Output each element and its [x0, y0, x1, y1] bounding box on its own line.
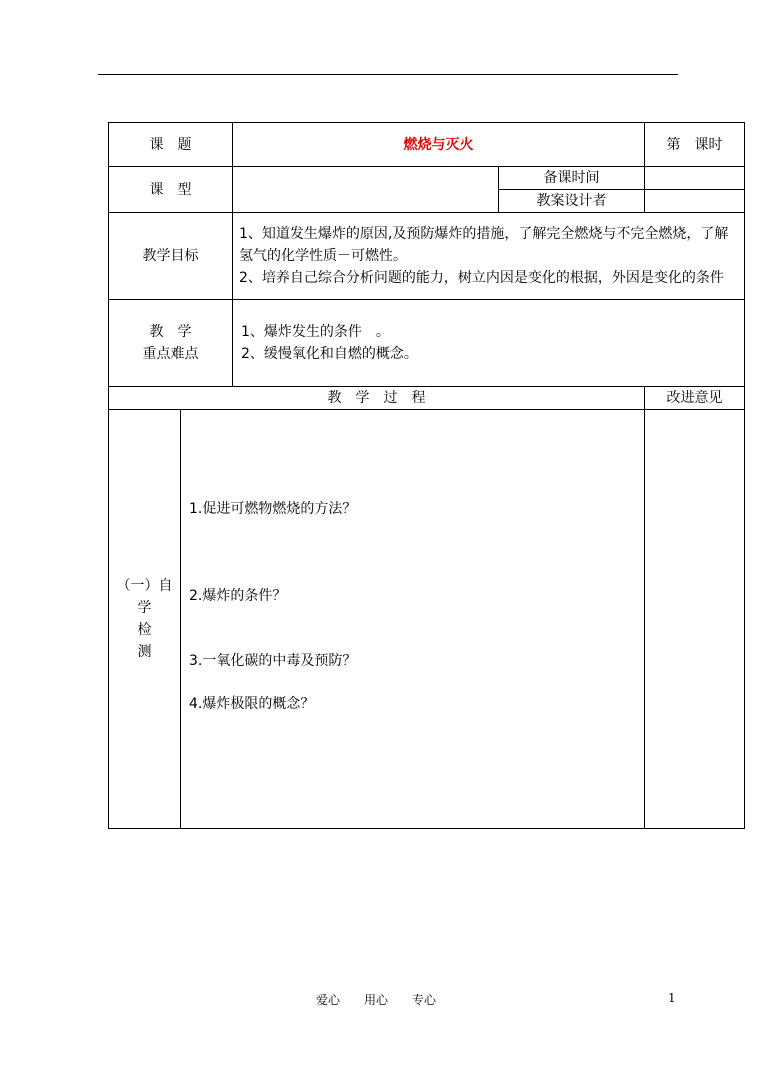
process-header: 教 学 过 程 — [109, 387, 645, 410]
lesson-title: 燃烧与灭火 — [233, 123, 645, 167]
row-key-points — [109, 300, 745, 387]
goals-label: 教学目标 — [109, 213, 233, 300]
footer-motto: 爱心 用心 专心 — [316, 993, 437, 1007]
question-2: 2.爆炸的条件？ — [189, 588, 287, 604]
page-number: 1 — [668, 991, 676, 1005]
key-item-1: 1、爆炸发生的条件 。 — [241, 324, 390, 340]
key-points-label — [109, 300, 233, 387]
lesson-plan-table — [108, 122, 745, 829]
period-label: 第 课时 — [645, 123, 745, 167]
row-type-1 — [109, 167, 745, 190]
prep-time-value — [645, 167, 745, 190]
question-3: 3.一氧化碳的中毒及预防？ — [189, 653, 357, 669]
key-label-line-2: 重点难点 — [142, 346, 199, 362]
row-process-header — [109, 387, 745, 410]
self-check-label-3: 检 — [137, 622, 152, 638]
goals-content — [233, 213, 745, 300]
self-check-content — [181, 410, 645, 829]
row-topic — [109, 123, 745, 167]
key-item-2: 2、缓慢氧化和自燃的概念。 — [241, 346, 418, 362]
key-points-content — [233, 300, 745, 387]
designer-value — [645, 190, 745, 213]
type-value — [233, 167, 499, 213]
improve-header: 改进意见 — [645, 387, 745, 410]
row-self-check — [109, 410, 745, 829]
goal-line-1: 1、知道发生爆炸的原因,及预防爆炸的措施，了解完全燃烧与不完全燃烧，了解氢气的化学性质－可燃性。 — [239, 226, 729, 264]
key-label-line-1: 教 学 — [149, 324, 192, 340]
type-label: 课 型 — [109, 167, 233, 213]
self-check-label-4: 测 — [137, 644, 152, 660]
topic-label: 课 题 — [109, 123, 233, 167]
row-goals — [109, 213, 745, 300]
designer-label: 教案设计者 — [499, 190, 645, 213]
prep-time-label: 备课时间 — [499, 167, 645, 190]
header-rule — [98, 74, 678, 75]
question-4: 4.爆炸极限的概念？ — [189, 696, 315, 712]
self-check-label — [109, 410, 181, 829]
improve-notes — [645, 410, 745, 829]
self-check-label-1: （一）自 — [116, 578, 173, 594]
self-check-label-2: 学 — [137, 600, 152, 616]
question-list — [181, 410, 644, 828]
goal-line-2: 2、培养自己综合分析问题的能力，树立内因是变化的根据，外因是变化的条件 — [239, 270, 724, 286]
question-1: 1.促进可燃物燃烧的方法？ — [189, 501, 357, 517]
